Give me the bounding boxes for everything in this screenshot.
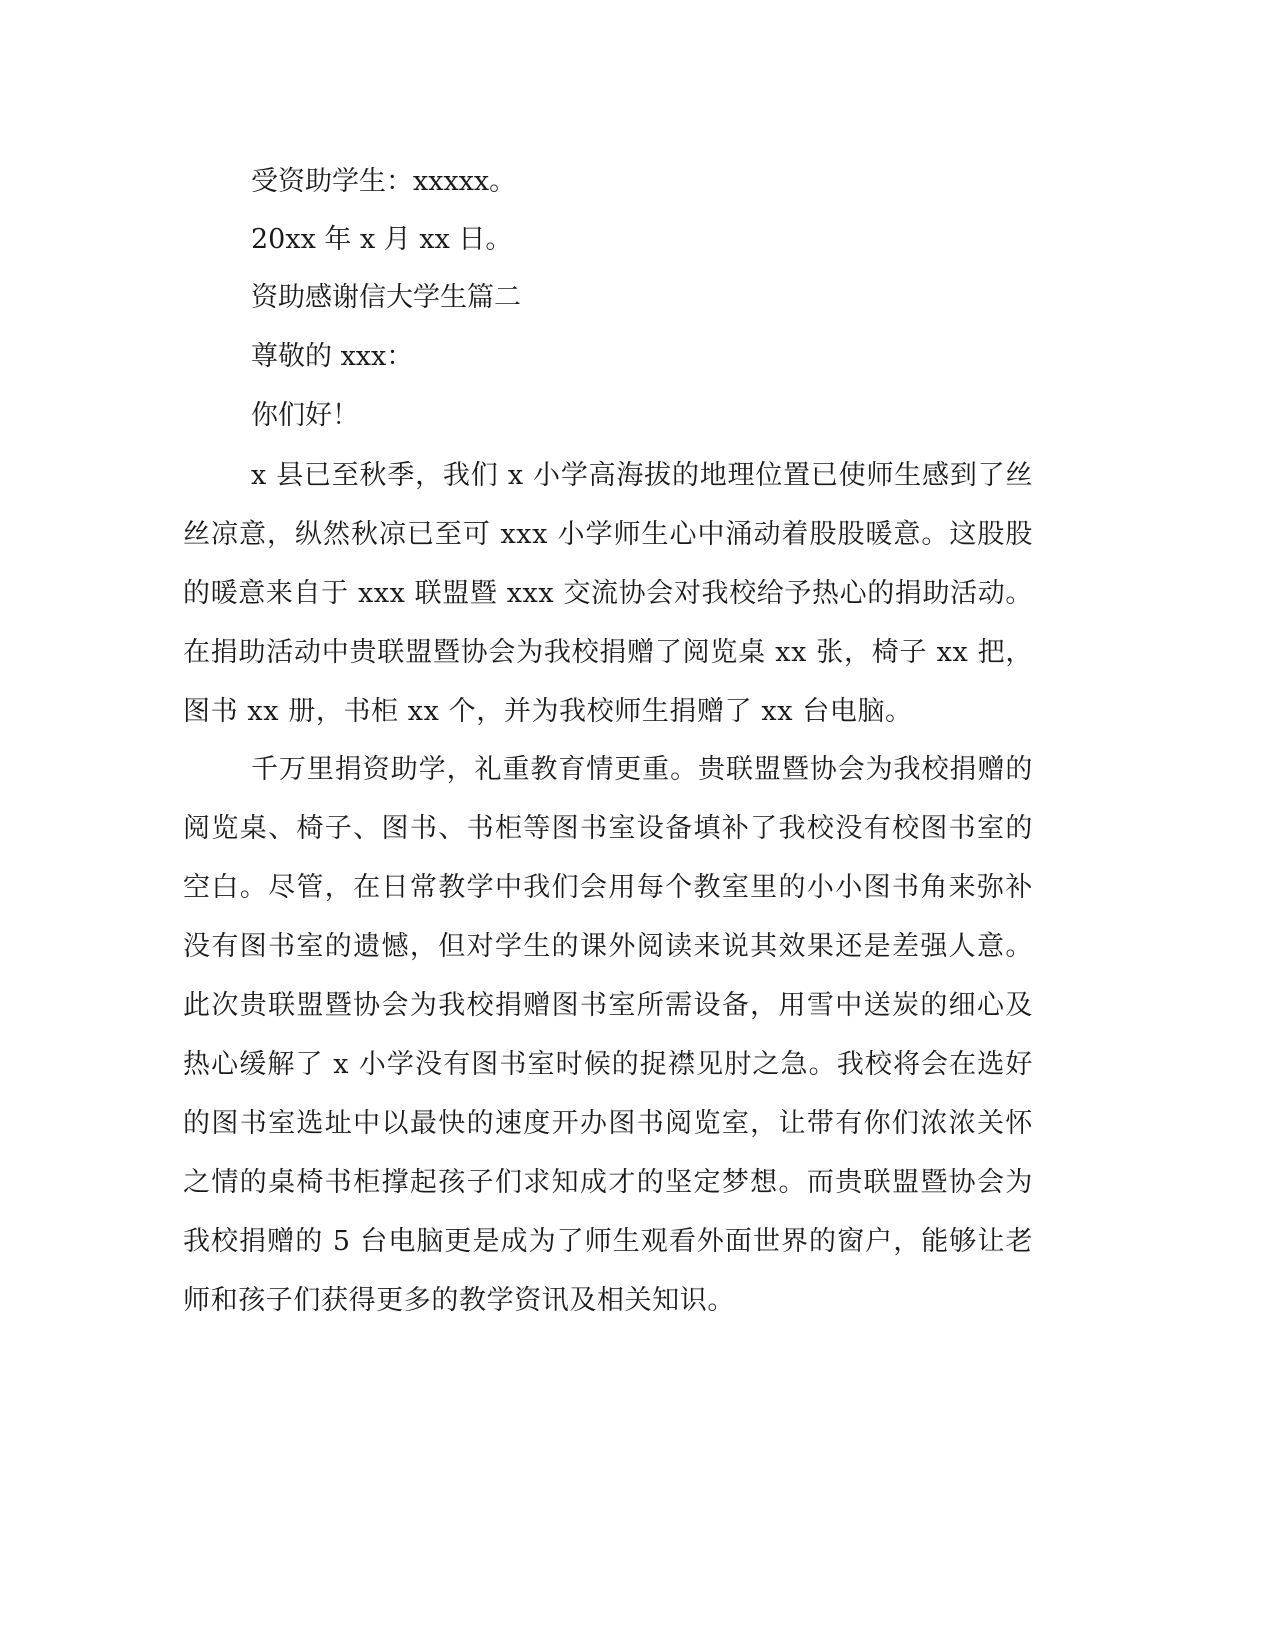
greeting: 你们好！ (251, 400, 359, 431)
body-paragraph-1: x 县已至秋季，我们 x 小学高海拔的地理位置已使师生感到了丝丝凉意，纵然秋凉已至可 xxx 小学师生心中涌动着股股暖意。这股股的暖意来自于 xxx 联盟暨 xxx 交流协会对我校给予热心的捐助活动。在捐助活动中贵联盟暨协会为我校捐赠了阅览桌 xx 张，椅子 xx 把，图书 xx 册，书柜 xx 个，并为我校师生捐赠了 xx 台电脑。 (183, 460, 1033, 727)
student-signature-line: 受资助学生：xxxxx。 (251, 166, 517, 197)
section-title: 资助感谢信大学生篇二 (251, 282, 521, 313)
salutation: 尊敬的 xxx： (251, 341, 414, 372)
body-paragraph-2: 千万里捐资助学，礼重教育情更重。贵联盟暨协会为我校捐赠的阅览桌、椅子、图书、书柜等图书室设备填补了我校没有校图书室的空白。尽管，在日常教学中我们会用每个教室里的小小图书角来弥补没有图书室的遗憾，但对学生的课外阅读来说其效果还是差强人意。此次贵联盟暨协会为我校捐赠图书室所需设备，用雪中送炭的细心及热心缓解了 x 小学没有图书室时候的捉襟见肘之急。我校将会在选好的图书室选址中以最快的速度开办图书阅览室，让带有你们浓浓关怀之情的桌椅书柜撑起孩子们求知成才的坚定梦想。而贵联盟暨协会为我校捐赠的 5 台电脑更是成为了师生观看外面世界的窗户，能够让老师和孩子们获得更多的教学资讯及相关知识。 (183, 754, 1033, 1316)
date-line: 20xx 年 x 月 xx 日。 (251, 224, 513, 255)
